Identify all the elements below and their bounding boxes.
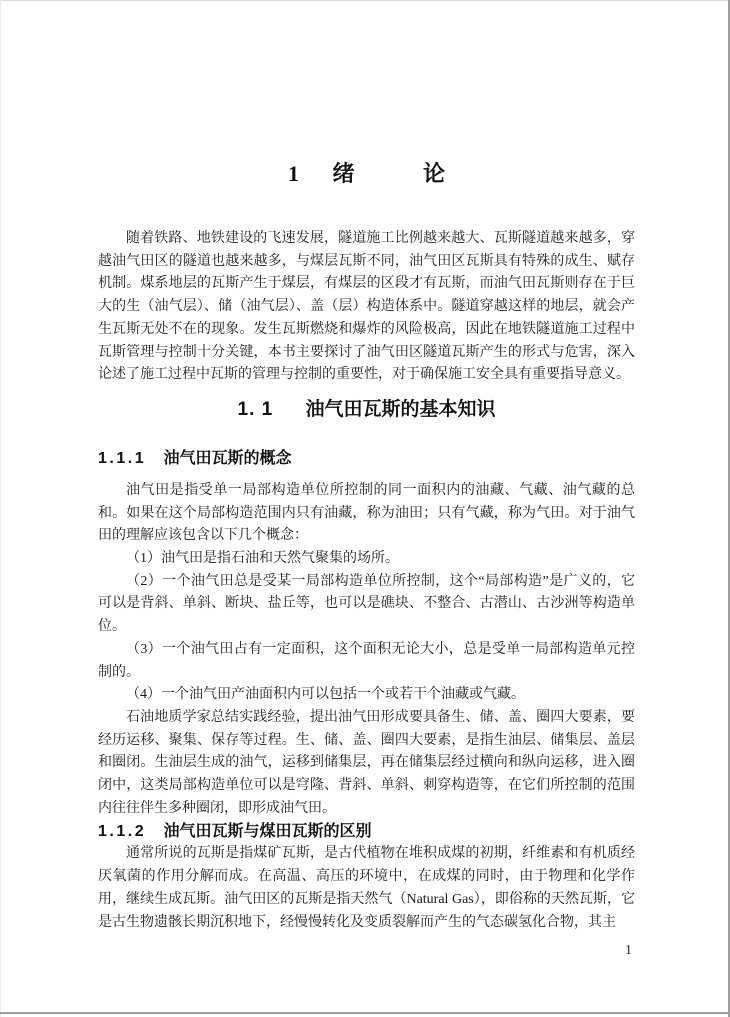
- chapter-title-char2: 论: [423, 161, 446, 186]
- page-edge-bottom: [0, 1012, 730, 1014]
- subsection-number-1-1-2: 1.1.2: [98, 823, 147, 841]
- paragraph-intro: 随着铁路、地铁建设的飞速发展，隧道施工比例越来越大、瓦斯隧道越来越多，穿越油气田区的隧道也越来越多，与煤层瓦斯不同，油气田区瓦斯具有特殊的成生、赋存机制。煤系地层的瓦斯产生于煤层，有煤层的区段才有瓦斯，而油气田瓦斯则存在于巨大的生（油气层）、储（油气层）、盖（层）构造体系中。隧道穿越这样的地层，就会产生瓦斯无处不在的现象。发生瓦斯燃烧和爆炸的风险极高，因此在地铁隧道施工过程中瓦斯管理与控制十分关键，本书主要探讨了油气田区隧道瓦斯产生的形式与危害，深入论述了施工过程中瓦斯的管理与控制的重要性，对于确保施工安全具有重要指导意义。: [98, 231, 635, 383]
- list-item-1: （1）油气田是指石油和天然气聚集的场所。: [126, 551, 399, 567]
- page-content: [98, 0, 635, 934]
- subsection-title-1-1-1: [98, 447, 635, 470]
- paragraph-elements: 石油地质学家总结实践经验，提出油气田形成要具备生、储、盖、圈四大要素，要经历运移、聚集、保存等过程。生、储、盖、圈四大要素，是指生油层、储集层、盖层和圈闭。生油层生成的油气，运移到储集层，再在储集层经过横向和纵向运移，进入圈闭中，这类局部构造单位可以是穹隆、背斜、单斜、刺穿构造等，在它们所控制的范围内往往伴生多种圈闭，即形成油气田。: [98, 709, 635, 816]
- section-title-1-1: [98, 397, 635, 423]
- chapter-number: 1: [287, 161, 299, 186]
- subsection-title-1-1-2: [98, 820, 635, 843]
- section-number: 1. 1: [237, 398, 274, 420]
- chapter-title: [98, 159, 635, 189]
- list-item-3: （3）一个油气田占有一定面积，这个面积无论大小，总是受单一局部构造单元控制的。: [98, 641, 635, 680]
- list-item-2: （2）一个油气田总是受某一局部构造单位所控制，这个“局部构造”是广义的，它可以是背斜、单斜、断块、盐丘等，也可以是礁块、不整合、古潜山、古沙洲等构造单位。: [98, 573, 635, 635]
- subsection-title-text-1-1-2: 油气田瓦斯与煤田瓦斯的区别: [163, 823, 372, 841]
- list-item-4: （4）一个油气田产油面积内可以包括一个或若干个油藏或气藏。: [126, 687, 525, 703]
- paragraph-difference: 通常所说的瓦斯是指煤矿瓦斯，是古代植物在堆积成煤的初期，纤维素和有机质经厌氧菌的作用分解而成。在高温、高压的环境中，在成煤的同时，由于物理和化学作用，继续生成瓦斯。油气田区的瓦斯是指天然气（Natural Gas），即俗称的天然瓦斯，它是古生物遗骸长期沉积地下，经慢慢转化及变质裂解而产生的气态碳氢化合物，其主: [98, 846, 635, 930]
- subsection-title-text-1-1-1: 油气田瓦斯的概念: [163, 449, 292, 467]
- chapter-title-char1: 绪: [332, 161, 355, 186]
- page-number: 1: [625, 943, 632, 958]
- page-edge-left: [0, 0, 1, 1017]
- section-title-text: 油气田瓦斯的基本知识: [305, 398, 496, 420]
- paragraph-definition: 油气田是指受单一局部构造单位所控制的同一面积内的油藏、气藏、油气藏的总和。如果在这个局部构造范围内只有油藏，称为油田；只有气藏，称为气田。对于油气田的理解应该包含以下几个概念：: [98, 482, 635, 544]
- subsection-number-1-1-1: 1.1.1: [98, 449, 147, 467]
